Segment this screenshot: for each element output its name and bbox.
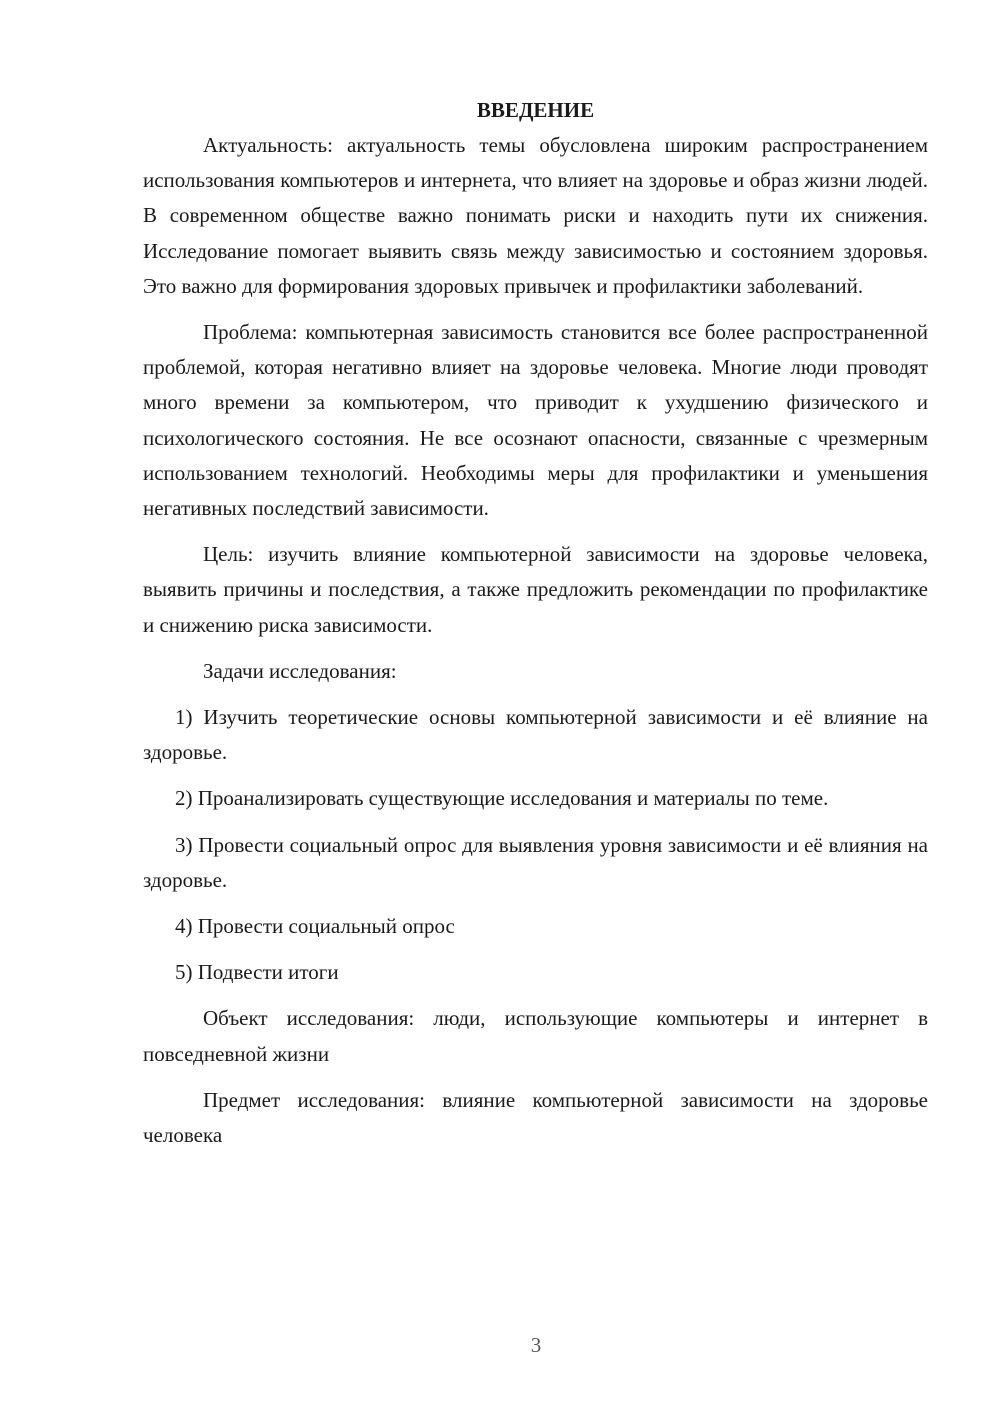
paragraph-subject: Предмет исследования: влияние компьютерной зависимости на здоровье человека [143,1087,928,1148]
document-page [143,93,928,1164]
paragraph-goal: Цель: изучить влияние компьютерной зависимости на здоровье человека, выявить причины и последствия, а также предложить рекомендации по профилактике и снижению риска зависимости. [143,542,928,637]
task-item-5: 5) Подвести итоги [175,960,339,985]
tasks-heading: Задачи исследования: [203,658,397,683]
page-title: ВВЕДЕНИЕ [476,98,595,122]
paragraph-object: Объект исследования: люди, использующие компьютеры и интернет в повседневной жизни [143,1006,928,1066]
paragraph-relevance: Актуальность: актуальность темы обусловлена широким распространением использования компьютеров и интернета, что влияет на здоровье и образ жизни людей. В современном обществе важно понимать риски и находить пути их снижения. Исследование помогает выявить связь между зависимостью и состоянием здоровья. Это важно для формирования здоровых привычек и профилактики заболеваний. [143,133,928,298]
task-item-3: 3) Провести социальный опрос для выявления уровня зависимости и её влияния на здоровье. [143,832,928,892]
task-item-2: 2) Проанализировать существующие исследования и материалы по теме. [175,786,829,811]
task-item-4: 4) Провести социальный опрос [175,914,455,939]
page-number: 3 [530,1333,542,1357]
paragraph-problem: Проблема: компьютерная зависимость становится все более распространенной проблемой, которая негативно влияет на здоровье человека. Многие люди проводят много времени за компьютером, что приводит к ухудшению физического и психологического состояния. Не все осознают опасности, связанные с чрезмерным использованием технологий. Необходимы меры для профилактики и уменьшения негативных последствий зависимости. [143,320,928,521]
task-item-1: 1) Изучить теоретические основы компьютерной зависимости и её влияние на здоровье. [143,705,928,765]
